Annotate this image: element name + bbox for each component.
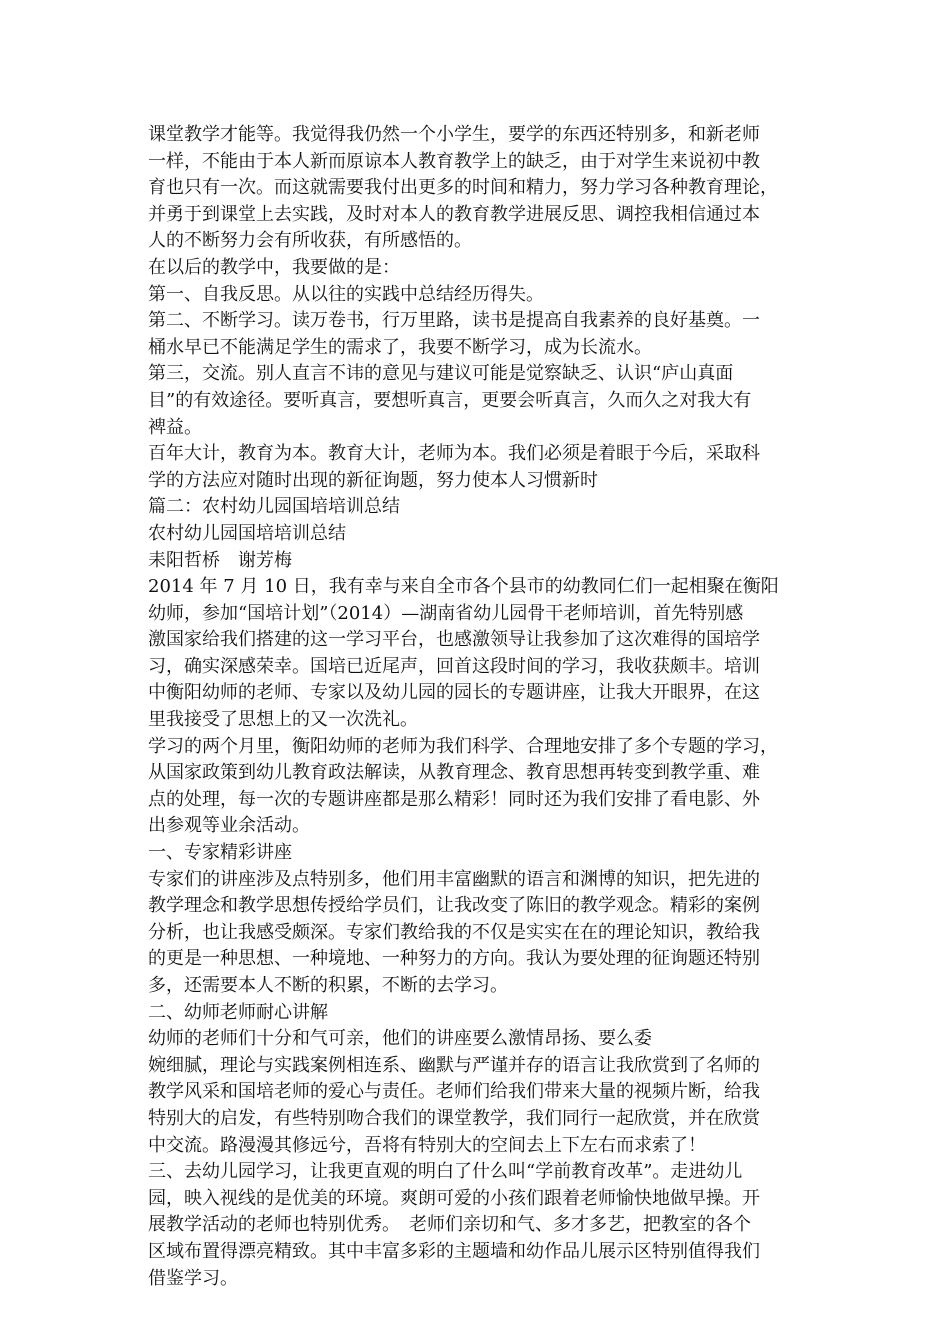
text-line: 专家们的讲座涉及点特别多，他们用丰富幽默的语言和渊博的知识，把先进的 (148, 868, 760, 890)
text-line: 在以后的教学中，我要做的是： (148, 256, 400, 278)
text-line: 课堂教学才能等。我觉得我仍然一个小学生，要学的东西还特别多，和新老师 (148, 124, 760, 145)
text-line: 幼师的老师们十分和气可亲，他们的讲座要么激情昂扬、要么委 (148, 1028, 652, 1050)
text-line: 一、专家精彩讲座 (148, 842, 292, 864)
text-line: 第一、自我反思。从以往的实践中总结经历得失。 (148, 283, 544, 305)
text-line: 教学风采和国培老师的爱心与责任。老师们给我们带来大量的视频片断，给我 (148, 1081, 760, 1103)
text-line: 三、去幼儿园学习，让我更直观的明白了什么叫“学前教育改革”。走进幼儿 (148, 1161, 743, 1183)
text-line: 中交流。路漫漫其修远兮，吾将有特别大的空间去上下左右而求索了！ (148, 1134, 706, 1156)
text-line: 幼师，参加“国培计划”（2014）—湖南省幼儿园骨干老师培训，首先特别感 (148, 602, 744, 624)
text-line: 出参观等业余活动。 (148, 815, 310, 837)
text-line: 分析，也让我感受颇深。专家们教给我的不仅是实实在在的理论知识，教给我 (148, 921, 760, 943)
text-line: 区域布置得漂亮精致。其中丰富多彩的主题墙和幼作品儿展示区特别值得我们 (148, 1240, 760, 1262)
text-line: 百年大计，教育为本。教育大计，老师为本。我们必须是着眼于今后，采取科 (148, 443, 760, 465)
text-line: 耒阳哲桥 谢芳梅 (148, 549, 292, 571)
text-line: 园，映入视线的是优美的环境。爽朗可爱的小孩们跟着老师愉快地做早操。开 (148, 1187, 760, 1209)
text-line: 展教学活动的老师也特别优秀。 老师们亲切和气、多才多艺，把教室的各个 (148, 1214, 751, 1236)
text-line: 篇二：农村幼儿园国培培训总结 (148, 496, 400, 518)
text-line: 的更是一种思想、一种境地、一种努力的方向。我认为要处理的征询题还特别 (148, 948, 760, 970)
text-line: 人的不断努力会有所收获，有所感悟的。 (148, 230, 472, 252)
text-line: 习，确实深感荣幸。国培已近尾声，回首这段时间的学习，我收获颇丰。培训 (148, 655, 760, 677)
text-line: 中衡阳幼师的老师、专家以及幼儿园的园长的专题讲座，让我大开眼界，在这 (148, 682, 760, 704)
text-line: 目”的有效途径。要听真言，要想听真言，更要会听真言，久而久之对我大有 (148, 389, 752, 411)
text-line: 教学理念和教学思想传授给学员们，让我改变了陈旧的教学观念。精彩的案例 (148, 895, 760, 917)
text-line: 育也只有一次。而这就需要我付出更多的时间和精力，努力学习各种教育理论， (148, 177, 778, 199)
text-line: 第二、不断学习。读万卷书，行万里路，读书是提高自我素养的良好基奠。一 (148, 310, 760, 332)
text-line: 点的处理，每一次的专题讲座都是那么精彩！同时还为我们安排了看电影、外 (148, 788, 760, 810)
text-line: 并勇于到课堂上去实践，及时对本人的教育教学进展反思、调控我相信通过本 (148, 203, 760, 225)
text-line: 学习的两个月里，衡阳幼师的老师为我们科学、合理地安排了多个专题的学习， (148, 735, 778, 757)
text-line: 特别大的启发，有些特别吻合我们的课堂教学，我们同行一起欣赏，并在欣赏 (148, 1107, 760, 1129)
text-line: 多，还需要本人不断的积累，不断的去学习。 (148, 975, 508, 996)
text-line: 学的方法应对随时出现的新征询题，努力使本人习惯新时 (148, 469, 598, 491)
text-line: 桶水早已不能满足学生的需求了，我要不断学习，成为长流水。 (148, 336, 652, 358)
text-line: 裨益。 (148, 416, 202, 438)
text-line: 第三，交流。别人直言不讳的意见与建议可能是觉察缺乏、认识“庐山真面 (148, 363, 734, 385)
text-line: 从国家政策到幼儿教育政法解读，从教育理念、教育思想再转变到教学重、难 (148, 762, 760, 784)
document-body (148, 122, 820, 1292)
text-line: 里我接受了思想上的又一次洗礼。 (148, 709, 418, 731)
text-line: 婉细腻，理论与实践案例相连系、幽默与严谨并存的语言让我欣赏到了名师的 (148, 1054, 760, 1076)
text-line: 一样，不能由于本人新而原谅本人教育教学上的缺乏，由于对学生来说初中教 (148, 150, 760, 172)
text-line: 激国家给我们搭建的这一学习平台，也感激领导让我参加了这次难得的国培学 (148, 629, 760, 651)
text-line: 农村幼儿园国培培训总结 (148, 522, 346, 544)
text-line: 借鉴学习。 (148, 1267, 238, 1289)
text-line: 二、幼师老师耐心讲解 (148, 1001, 328, 1023)
text-line: 2014 年 7 月 10 日，我有幸与来自全市各个县市的幼教同仁们一起相聚在衡阳 (148, 576, 779, 598)
